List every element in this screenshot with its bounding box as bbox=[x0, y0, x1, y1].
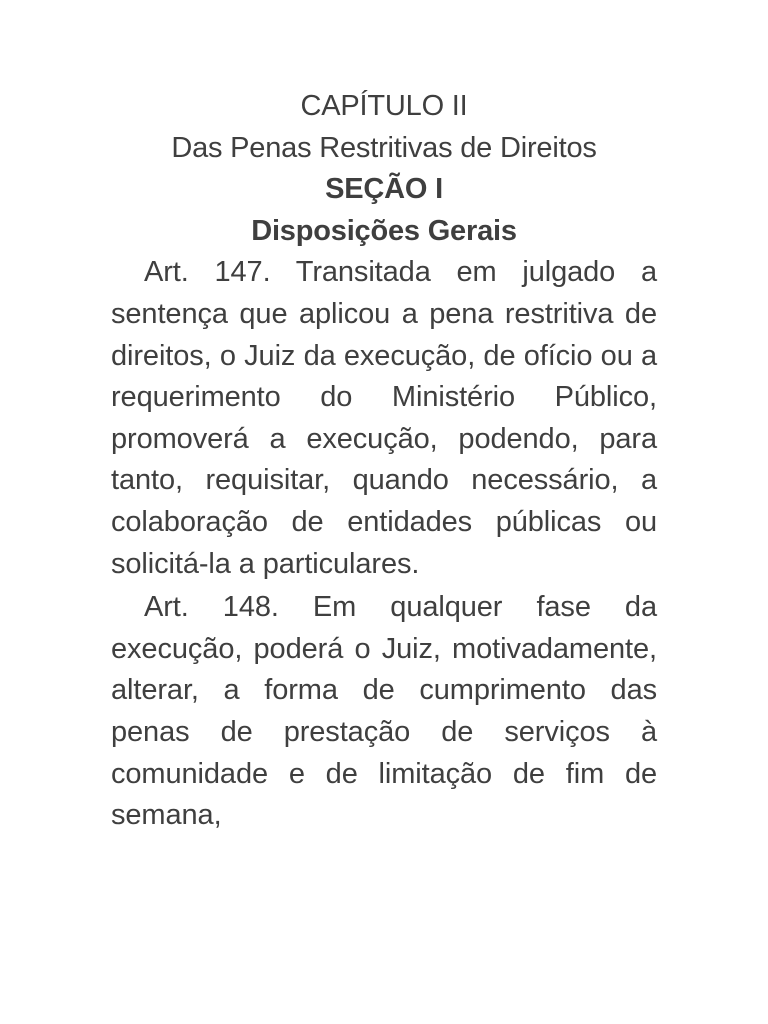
section-title: Disposições Gerais bbox=[251, 214, 517, 247]
section-heading: SEÇÃO I bbox=[325, 173, 443, 206]
chapter-heading: CAPÍTULO II bbox=[300, 90, 468, 122]
document-body bbox=[111, 86, 657, 837]
chapter-title: Das Penas Restritivas de Direitos bbox=[171, 131, 597, 164]
article-147-paragraph: Art. 147. Transitada em julgado a sentença que aplicou a pena restritiva de direitos, o Juiz da execução, de ofício ou a requerimento do Ministério Público, promoverá a execução, podendo, para tanto, requisitar, quando necessário, a colaboração de entidades públicas ou solicitá-la a particulares. bbox=[111, 256, 657, 580]
article-148-paragraph: Art. 148. Em qualquer fase da execução, poderá o Juiz, motivadamente, alterar, a forma de cumprimento das penas de prestação de serviços à comunidade e de limitação de fim de semana, bbox=[111, 591, 657, 832]
